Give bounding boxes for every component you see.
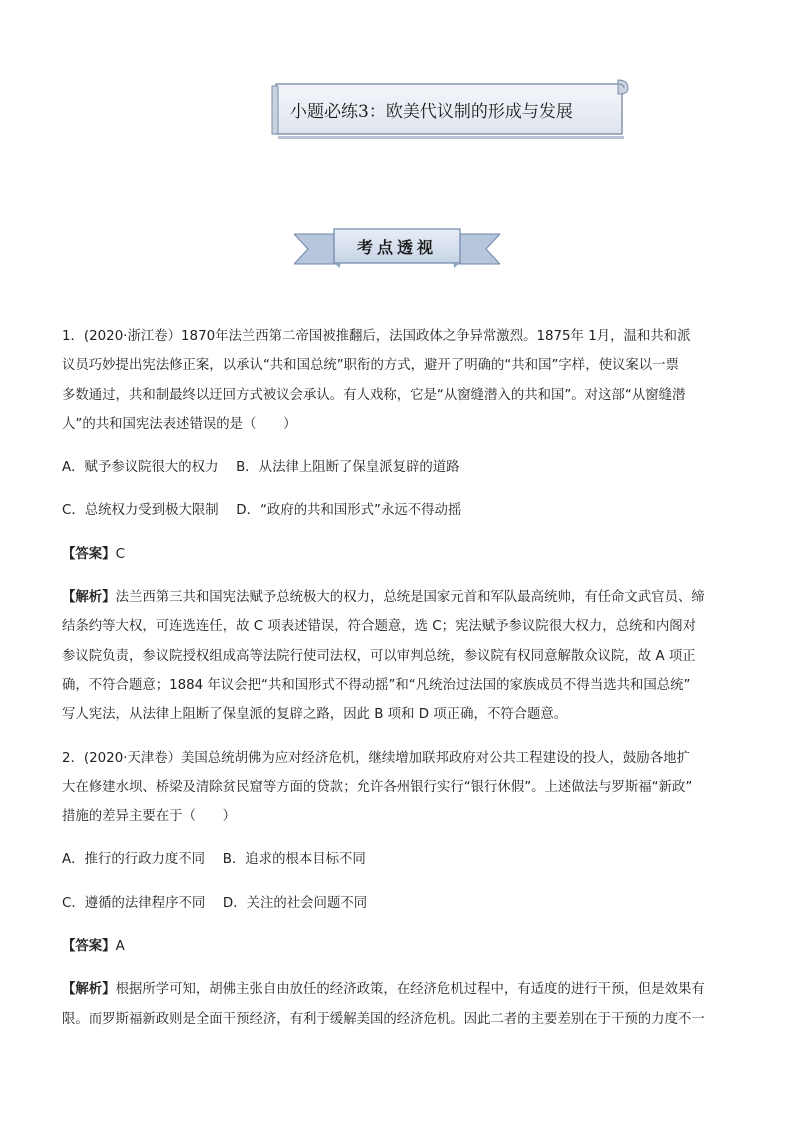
question-stem-line: 人”的共和国宪法表述错误的是（ ） <box>62 416 297 432</box>
answer-line <box>62 932 738 961</box>
question-2 <box>62 744 738 1034</box>
question-content <box>62 322 738 1034</box>
question-stem-line: 措施的差异主要在于（ ） <box>62 809 237 825</box>
section-ribbon <box>294 226 500 270</box>
analysis-line: 写人宪法，从法律上阻断了保皇派的复辟之路，因此 B 项和 D 项正确，不符合题意。 <box>62 707 568 723</box>
analysis-line: 参议院负责，参议院授权组成高等法院行使司法权，可以审判总统，参议院有权同意解散众议院，故 A 项正 <box>62 648 696 664</box>
question-stem-line: 多数通过，共和制最终以迂回方式被议会承认。有人戏称，它是“从窗缝潜入的共和国”。对这部“从窗缝潜 <box>62 387 686 403</box>
analysis-label: 【解析】 <box>62 590 116 606</box>
answer-value: A <box>115 939 125 955</box>
section-label: 考点透视 <box>356 238 437 257</box>
question-stem-line: 大在修建水坝、桥梁及清除贫民窟等方面的贷款；允许各州银行实行“银行休假”。上述做法与罗斯福“新政” <box>62 779 693 795</box>
analysis-line <box>62 975 738 1004</box>
answer-option-line: A．推行的行政力度不同 B．追求的根本目标不同 <box>62 852 366 868</box>
answer-option-line: C．总统权力受到极大限制 D．“政府的共和国形式”永远不得动摇 <box>62 503 462 519</box>
analysis-label: 【解析】 <box>62 982 116 998</box>
page-title: 小题必练3：欧美代议制的形成与发展 <box>290 102 573 122</box>
title-scroll-banner <box>268 78 630 140</box>
analysis-text: 法兰西第三共和国宪法赋予总统极大的权力，总统是国家元首和军队最高统帅，有任命文武官员、缔 <box>115 590 705 606</box>
question-stem-line: 议员巧妙提出宪法修正案，以承认“共和国总统”职衔的方式，避开了明确的“共和国”字样，使议案以一票 <box>62 358 679 374</box>
answer-option-line: C．遵循的法律程序不同 D．关注的社会问题不同 <box>62 895 368 911</box>
answer-label: 【答案】 <box>62 939 116 955</box>
answer-label: 【答案】 <box>62 546 116 562</box>
analysis-line: 限。而罗斯福新政则是全面干预经济，有利于缓解美国的经济危机。因此二者的主要差别在于干预的力度不一 <box>62 1011 705 1027</box>
answer-option-line: A．赋予参议院很大的权力 B．从法律上阻断了保皇派复辟的道路 <box>62 460 460 476</box>
analysis-line: 结条约等大权，可连选连任，故 C 项表述错误，符合题意，选 C；宪法赋予参议院很大权力，总统和内阁对 <box>62 619 697 635</box>
analysis-line: 确，不符合题意；1884 年议会把“共和国形式不得动摇”和“凡统治过法国的家族成员不得当选共和国总统” <box>62 677 691 693</box>
answer-line <box>62 540 738 569</box>
analysis-line <box>62 583 738 612</box>
question-1 <box>62 322 738 730</box>
answer-value: C <box>115 546 125 562</box>
analysis-text: 根据所学可知，胡佛主张自由放任的经济政策，在经济危机过程中，有适度的进行干预，但是效果有 <box>115 982 705 998</box>
question-stem-line: 1．(2020·浙江卷）1870年法兰西第二帝国被推翻后，法国政体之争异常激烈。1875年 1月，温和共和派 <box>62 329 691 344</box>
question-stem-line: 2．(2020·天津卷）美国总统胡佛为应对经济危机，继续增加联邦政府对公共工程建设的投人，鼓励各地扩 <box>62 750 690 766</box>
